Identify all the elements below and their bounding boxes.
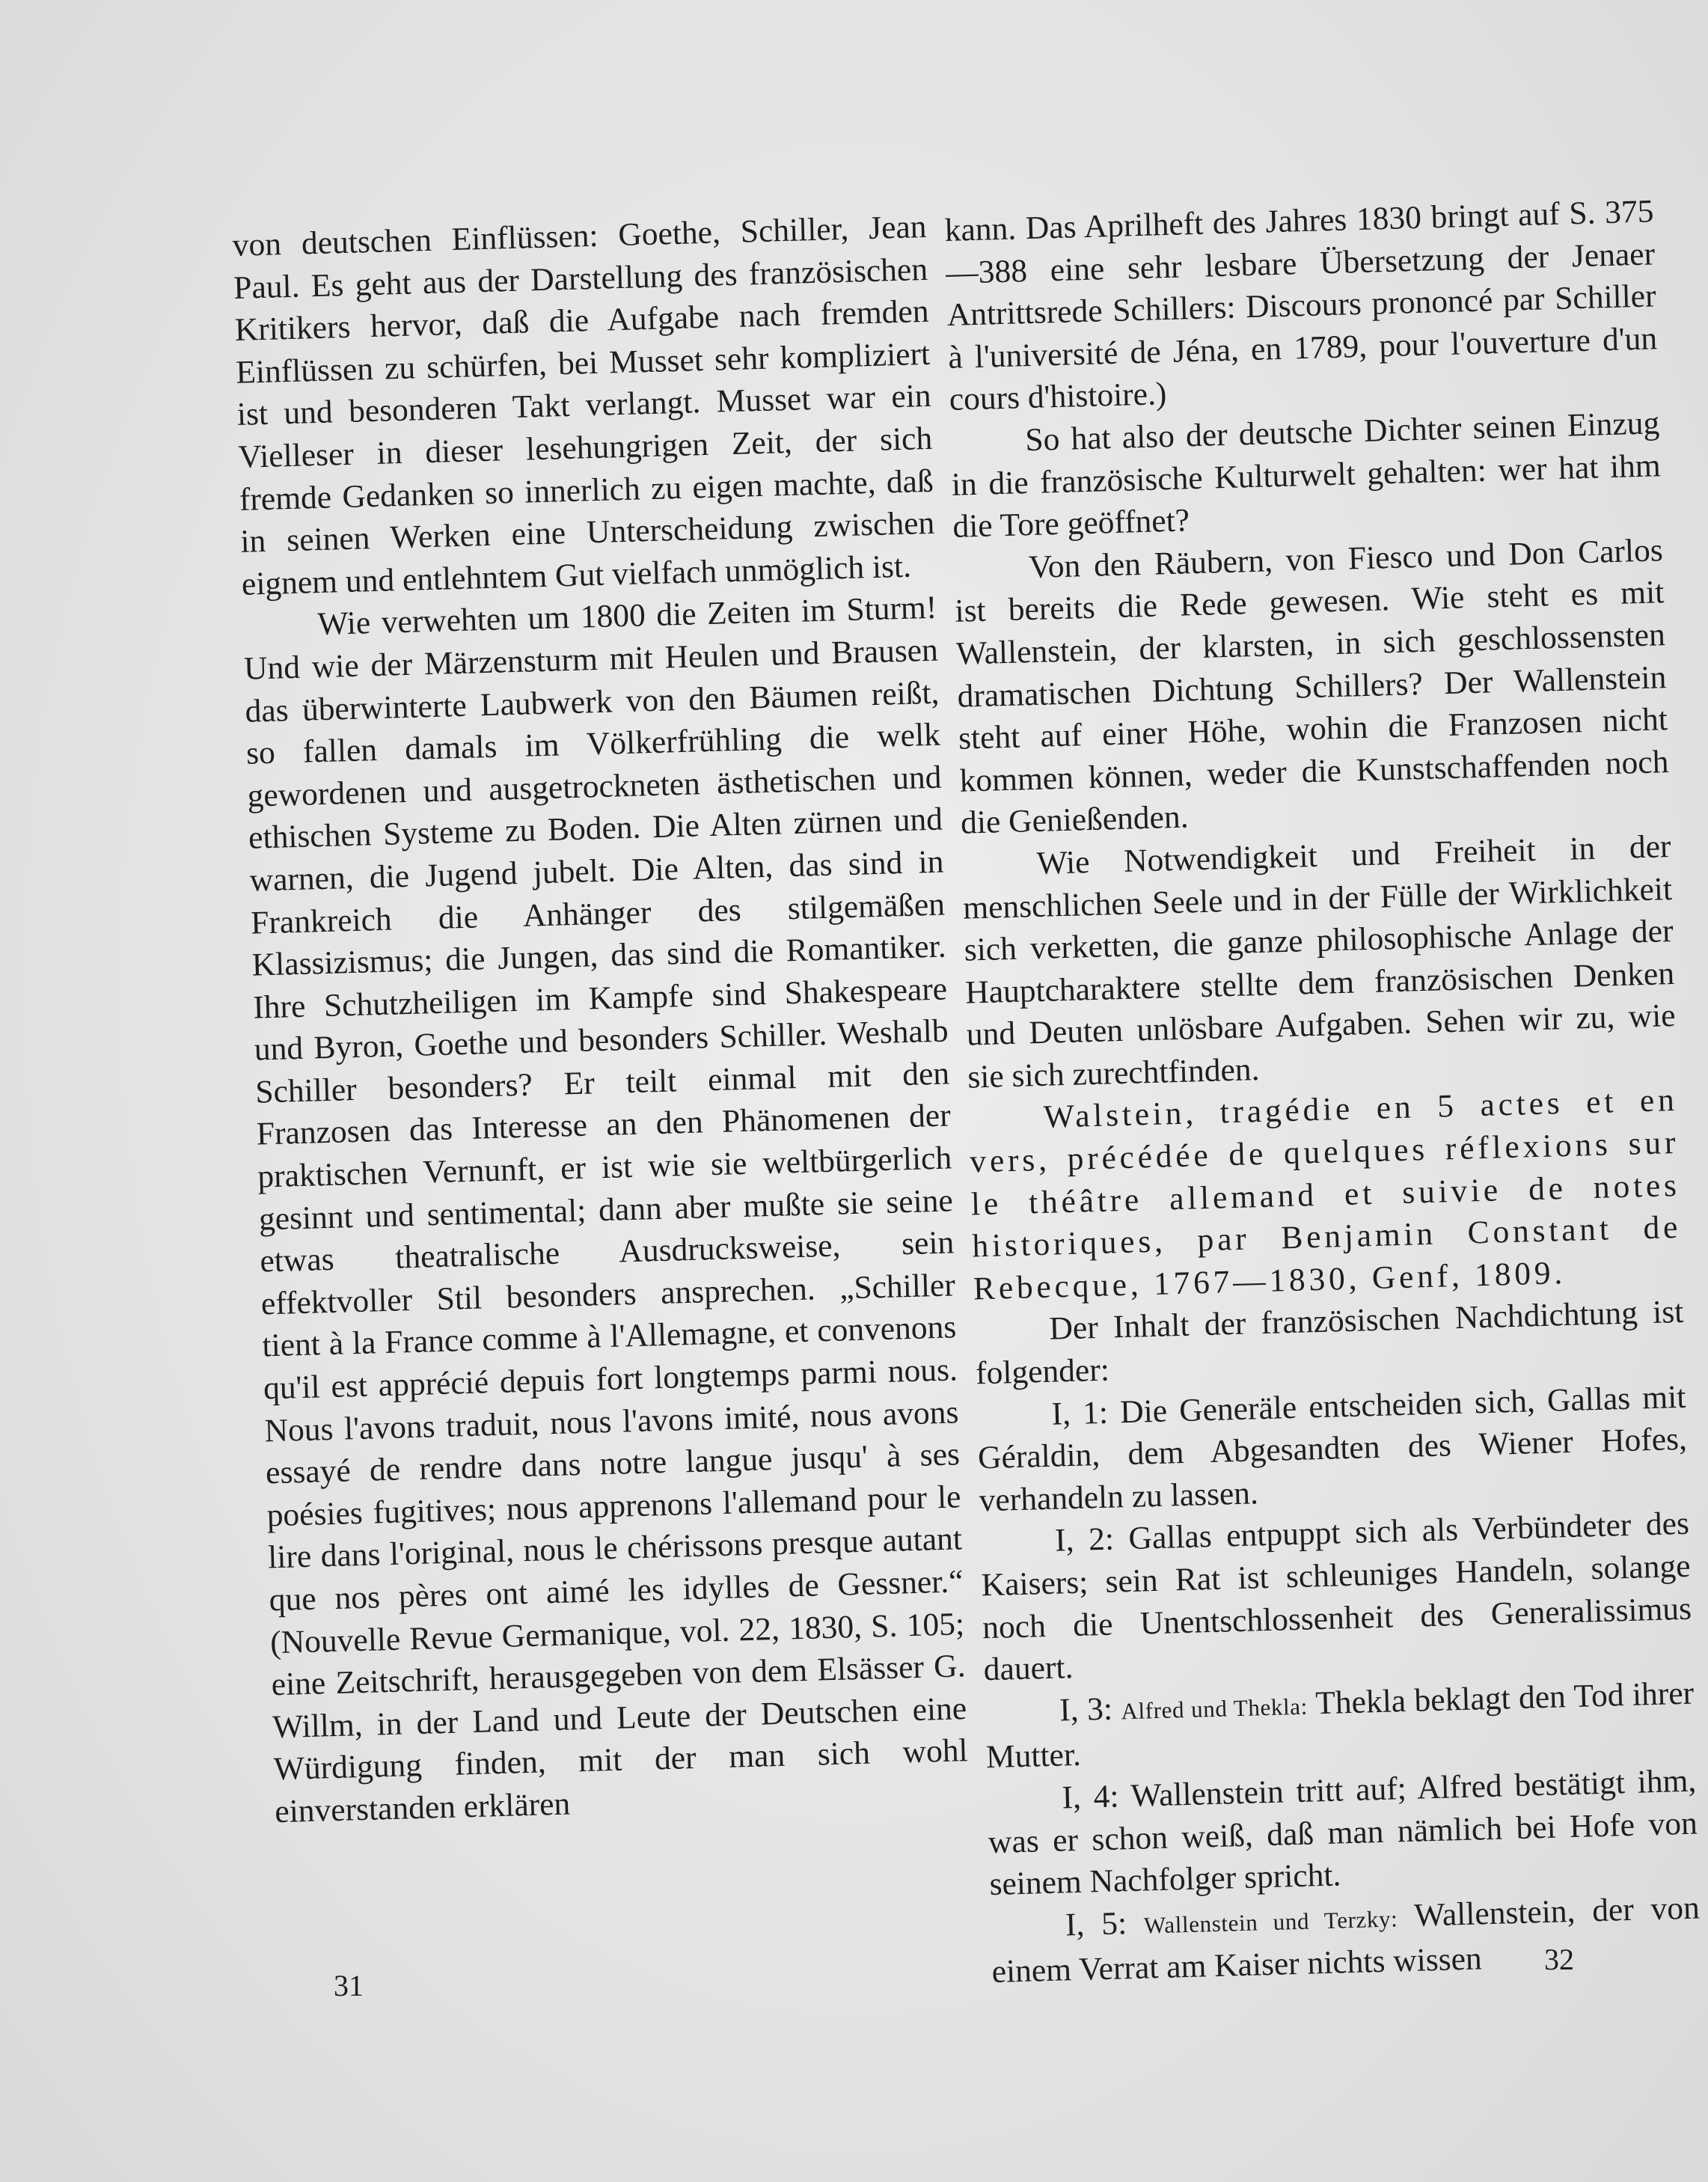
scene-summary: I, 1: Die Generäle entscheiden sich, Gallas mit Géraldin, dem Abgesandten des Wiener Hofes, verhandeln zu lassen. bbox=[977, 1378, 1688, 1519]
page-number-right: 32 bbox=[1544, 1943, 1574, 1976]
scene-summary: I, 4: Wallenstein tritt auf; Alfred bestätigt ihm, was er schon weiß, daß man nämlich bei Hofe von seinem Nachfolger spricht. bbox=[988, 1762, 1698, 1903]
scene-text: Wallenstein, der von einem Verrat am Kaiser nichts wissen bbox=[991, 1889, 1701, 1990]
paragraph: Von den Räubern, von Fiesco und Don Carlos ist bereits die Rede gewesen. Wie steht es mit Wallenstein, der klarsten, in sich geschlossensten dramatischen Dichtung Schillers? Der Wallenstein steht auf einer Höhe, wohin die Franzosen nicht kommen können, weder die Kunstschaffenden noch die Genießenden. bbox=[954, 531, 1669, 842]
left-page-column bbox=[232, 206, 970, 1833]
paragraph: Der Inhalt der französischen Nachdichtung ist folgender: bbox=[975, 1294, 1684, 1392]
bibliographic-citation: Walstein, tragédie en 5 actes et en vers, précédée de quelques réflexions sur le théâtre allemand et suivie de notes historiques, par Benjamin Constant de Rebecque, 1767—1830, Genf, 1809. bbox=[969, 1082, 1682, 1307]
page-number-left: 31 bbox=[334, 1969, 364, 2002]
scene-speakers: Wallenstein und Terzky: bbox=[1143, 1905, 1398, 1939]
right-page-column bbox=[944, 190, 1701, 1993]
paragraph: So hat also der deutsche Dichter seinen Einzug in die französische Kulturwelt gehalten: wer hat ihm die Tore geöffnet? bbox=[951, 405, 1662, 545]
paragraph: kann. Das Aprilheft des Jahres 1830 bringt auf S. 375—388 eine sehr lesbare Übersetzung der Jenaer Antrittsrede Schillers: Discours prononcé par Schiller à l'université de Jéna, en 1789, pour l'ouverture d'un cours d'histoire.) bbox=[944, 193, 1658, 418]
scene-text: Thekla beklagt den Tod ihrer Mutter. bbox=[985, 1675, 1695, 1776]
paragraph: Wie verwehten um 1800 die Zeiten im Sturm! Und wie der Märzensturm mit Heulen und Brausen das überwinterte Laubwerk von den Bäumen reißt, so fallen damals im Völkerfrühling die welk gewordenen und ausgetrockneten ästhetischen und ethischen Systeme zu Boden. Die Alten zürnen und warnen, die Jugend jubelt. Die Alten, das sind in Frankreich die Anhänger des stilgemäßen Klassizismus; die Jungen, das sind die Romantiker. Ihre Schutzheiligen im Kampfe sind Shakespeare und Byron, Goethe und besonders Schiller. Weshalb Schiller besonders? Er teilt einmal mit den Franzosen das Interesse an den Phänomenen der praktischen Vernunft, er ist wie sie weltbürgerlich gesinnt und sentimental; dann aber mußte sie seine etwas theatralische Ausdrucksweise, sein effektvoller Stil besonders ansprechen. „Schiller tient à la France comme à l'Allemagne, et convenons qu'il est apprécié depuis fort longtemps parmi nous. Nous l'avons traduit, nous l'avons imité, nous avons essayé de rendre dans notre langue jusqu' à ses poésies fugitives; nous apprenons l'allemand pour le lire dans l'original, nous le chérissons presque autant que nos pères ont aimé les idylles de Gessner.“ (Nouvelle Revue Germanique, vol. 22, 1830, S. 105; eine Zeitschrift, herausgegeben von dem Elsässer G. Willm, in der Land und Leute der Deutschen eine Würdigung finden, mit der man sich wohl einverstanden erklären bbox=[243, 590, 969, 1830]
paragraph: Wie Notwendigkeit und Freiheit in der menschlichen Seele und in der Fülle der Wirklichkeit sich verketten, die ganze philosophische Anlage der Hauptcharaktere stellte dem französischen Denken und Deuten unlösbare Aufgaben. Sehen wir zu, wie sie sich zurechtfinden. bbox=[962, 828, 1677, 1095]
paragraph: von deutschen Einflüssen: Goethe, Schiller, Jean Paul. Es geht aus der Darstellung des französischen Kritikers hervor, daß die Aufgabe nach fremden Einflüssen zu schürfen, bei Musset sehr kompliziert ist und besonderen Takt verlangt. Musset war ein Vielleser in dieser lesehungrigen Zeit, der sich fremde Gedanken so innerlich zu eigen machte, daß in seinen Werken eine Unterscheidung zwischen eignem und entlehntem Gut vielfach unmöglich ist. bbox=[232, 208, 935, 602]
scene-summary: I, 2: Gallas entpuppt sich als Verbündeter des Kaisers; sein Rat ist schleuniges Handeln, solange noch die Unentschlossenheit des Generalissimus dauert. bbox=[981, 1506, 1692, 1688]
scene-summary bbox=[990, 1886, 1701, 1993]
scene-speakers: Alfred und Thekla: bbox=[1121, 1693, 1308, 1725]
scene-number: I, 5: bbox=[1065, 1904, 1127, 1943]
scene-number: I, 3: bbox=[1059, 1690, 1113, 1729]
